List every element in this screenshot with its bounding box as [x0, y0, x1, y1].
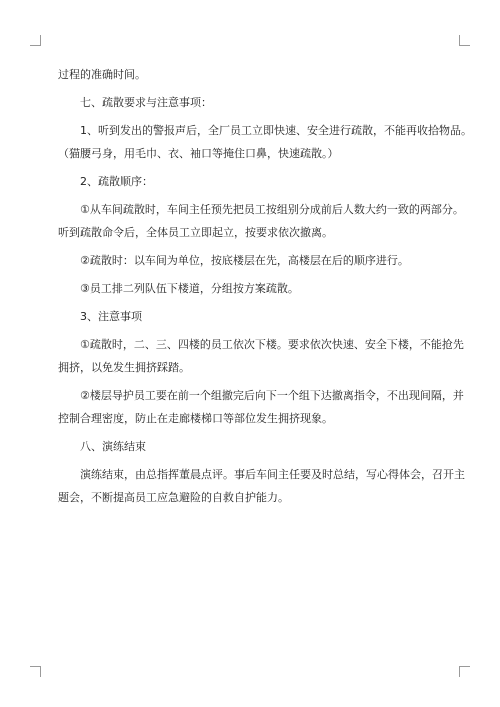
paragraph: [58, 170, 446, 193]
paragraph-line: 控制合理密度，防止在走廊楼梯口等部位发生拥挤现象。: [58, 412, 333, 425]
paragraph: [58, 249, 446, 272]
paragraph: [58, 435, 446, 458]
document-body: [58, 63, 472, 514]
crop-mark-bottom-left: [30, 666, 41, 677]
paragraph: [58, 63, 446, 86]
paragraph-line: 八、演练结束: [80, 440, 146, 453]
paragraph-line: 2、疏散顺序：: [80, 175, 153, 188]
paragraph-line: 听到疏散命令后，全体员工立即起立，按要求依次撤离。: [58, 226, 333, 239]
paragraph-line: 七、疏散要求与注意事项：: [80, 96, 212, 109]
paragraph-line: 3、注意事项: [80, 310, 142, 323]
paragraph: [58, 384, 464, 430]
crop-mark-top-right: [459, 35, 470, 46]
paragraph: [58, 119, 472, 165]
paragraph: [58, 305, 446, 328]
paragraph-line: （猫腰弓身，用毛巾、衣、袖口等掩住口鼻，快速疏散。）: [58, 147, 339, 160]
paragraph-line: 演练结束，由总指挥董晨点评。事后车间主任要及时总结，写心得体会，召开主: [80, 468, 465, 481]
paragraph-line: ①疏散时，二、三、四楼的员工依次下楼。要求依次快速、安全下楼，不能抢先: [80, 338, 464, 351]
paragraph-line: 1、听到发出的警报声后，全厂员工立即快速、安全进行疏散，不能再收拾物品。: [80, 124, 472, 137]
paragraph-line: ③员工排二列队伍下楼道，分组按方案疏散。: [80, 282, 299, 295]
paragraph: [58, 463, 465, 509]
crop-mark-top-left: [30, 35, 41, 46]
paragraph: [58, 91, 446, 114]
paragraph-line: 过程的准确时间。: [58, 68, 146, 81]
paragraph-line: ②楼层导护员工要在前一个组撤完后向下一个组下达撤离指令，不出现间隔，并: [80, 389, 464, 402]
paragraph: [58, 333, 464, 379]
paragraph-line: ①从车间疏散时，车间主任预先把员工按组别分成前后人数大约一致的两部分。: [80, 203, 464, 216]
paragraph-line: 题会，不断提高员工应急避险的自救自护能力。: [58, 491, 289, 504]
crop-mark-bottom-right: [459, 666, 470, 677]
paragraph: [58, 277, 446, 300]
paragraph-line: ②疏散时：以车间为单位，按底楼层在先，高楼层在后的顺序进行。: [80, 254, 409, 267]
paragraph-line: 拥挤，以免发生拥挤踩踏。: [58, 361, 190, 374]
paragraph: [58, 198, 464, 244]
